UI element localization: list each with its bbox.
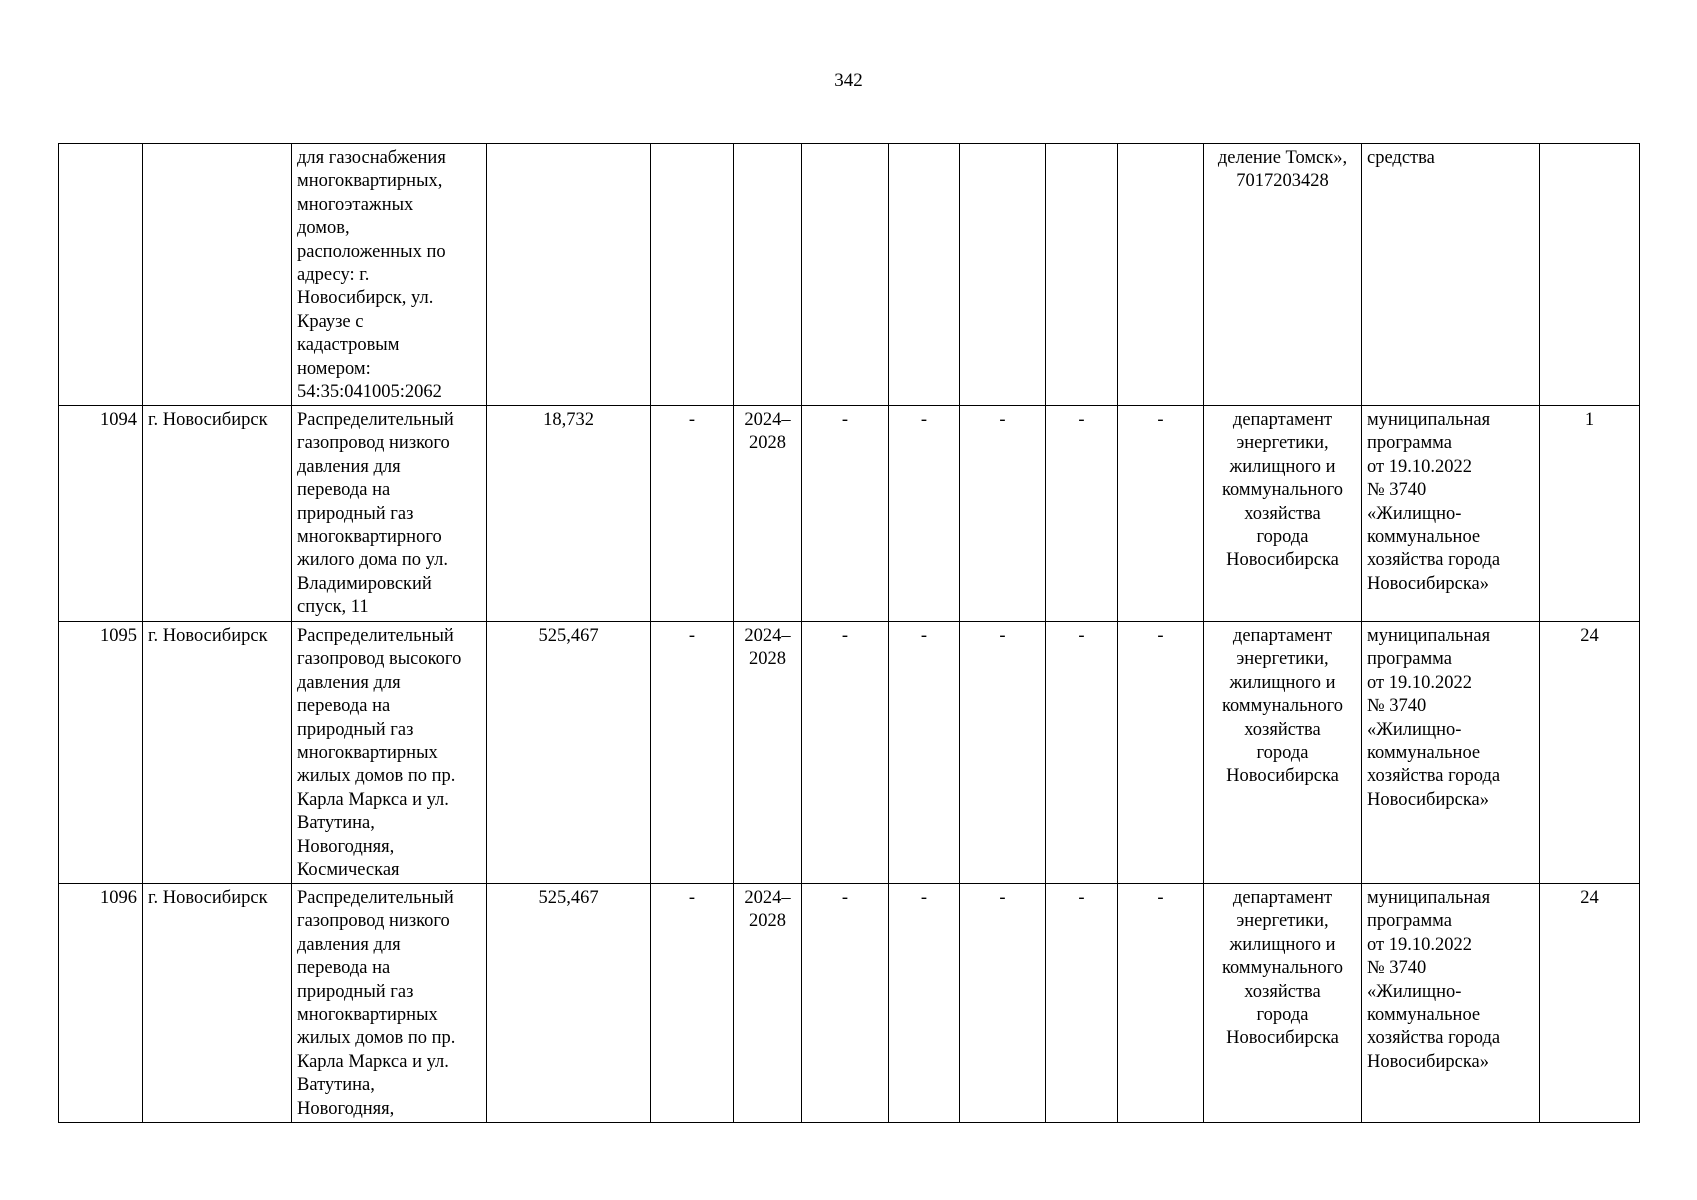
cell-program: муниципальная программа от 19.10.2022 № 3740 «Жилищно- коммунальное хозяйства города Новосибирска»: [1362, 884, 1540, 1123]
cell-c9: [960, 144, 1046, 406]
cell-c11: -: [1118, 406, 1204, 622]
cell-c7: -: [802, 406, 889, 622]
cell-last: 24: [1540, 622, 1640, 884]
cell-city: [143, 144, 292, 406]
cell-responsible: департамент энергетики, жилищного и коммунального хозяйства города Новосибирска: [1204, 406, 1362, 622]
cell-c9: -: [960, 406, 1046, 622]
cell-num: 1096: [59, 884, 143, 1123]
table-row: [59, 144, 1640, 406]
cell-c8: -: [889, 884, 960, 1123]
table-row: [59, 884, 1640, 1123]
page-number: 342: [834, 70, 863, 91]
cell-value: [487, 144, 651, 406]
cell-c10: [1046, 144, 1118, 406]
cell-c11: -: [1118, 884, 1204, 1123]
cell-last: 24: [1540, 884, 1640, 1123]
cell-c11: [1118, 144, 1204, 406]
cell-col5: -: [651, 884, 734, 1123]
cell-years: 2024– 2028: [734, 622, 802, 884]
cell-col5: -: [651, 622, 734, 884]
cell-city: г. Новосибирск: [143, 884, 292, 1123]
table-row: [59, 622, 1640, 884]
cell-years: 2024– 2028: [734, 884, 802, 1123]
cell-c8: -: [889, 406, 960, 622]
cell-col5: -: [651, 406, 734, 622]
cell-years: [734, 144, 802, 406]
cell-program: средства: [1362, 144, 1540, 406]
cell-name: Распределительный газопровод низкого давления для перевода на природный газ многоквартирных жилых домов по пр. Карла Маркса и ул. Ватутина, Новогодняя,: [292, 884, 487, 1123]
cell-col5: [651, 144, 734, 406]
cell-num: 1095: [59, 622, 143, 884]
cell-c7: [802, 144, 889, 406]
cell-c9: -: [960, 884, 1046, 1123]
cell-value: 525,467: [487, 884, 651, 1123]
cell-c7: -: [802, 622, 889, 884]
cell-name: Распределительный газопровод высокого давления для перевода на природный газ многоквартирных жилых домов по пр. Карла Маркса и ул. Ватутина, Новогодняя, Космическая: [292, 622, 487, 884]
cell-name: Распределительный газопровод низкого давления для перевода на природный газ многоквартирного жилого дома по ул. Владимировский спуск, 11: [292, 406, 487, 622]
cell-value: 525,467: [487, 622, 651, 884]
cell-program: муниципальная программа от 19.10.2022 № 3740 «Жилищно- коммунальное хозяйства города Новосибирска»: [1362, 406, 1540, 622]
cell-c8: -: [889, 622, 960, 884]
cell-city: г. Новосибирск: [143, 622, 292, 884]
cell-num: [59, 144, 143, 406]
facilities-table: [58, 143, 1640, 1123]
cell-c10: -: [1046, 406, 1118, 622]
cell-num: 1094: [59, 406, 143, 622]
cell-responsible: департамент энергетики, жилищного и коммунального хозяйства города Новосибирска: [1204, 884, 1362, 1123]
cell-value: 18,732: [487, 406, 651, 622]
cell-last: [1540, 144, 1640, 406]
cell-years: 2024– 2028: [734, 406, 802, 622]
cell-city: г. Новосибирск: [143, 406, 292, 622]
cell-c10: -: [1046, 622, 1118, 884]
cell-responsible: департамент энергетики, жилищного и коммунального хозяйства города Новосибирска: [1204, 622, 1362, 884]
cell-responsible: деление Томск», 7017203428: [1204, 144, 1362, 406]
cell-c9: -: [960, 622, 1046, 884]
cell-program: муниципальная программа от 19.10.2022 № 3740 «Жилищно- коммунальное хозяйства города Новосибирска»: [1362, 622, 1540, 884]
cell-c10: -: [1046, 884, 1118, 1123]
cell-c7: -: [802, 884, 889, 1123]
cell-c8: [889, 144, 960, 406]
cell-c11: -: [1118, 622, 1204, 884]
cell-last: 1: [1540, 406, 1640, 622]
table-row: [59, 406, 1640, 622]
cell-name: для газоснабжения многоквартирных, многоэтажных домов, расположенных по адресу: г. Новосибирск, ул. Краузе с кадастровым номером: 54:35:041005:2062: [292, 144, 487, 406]
